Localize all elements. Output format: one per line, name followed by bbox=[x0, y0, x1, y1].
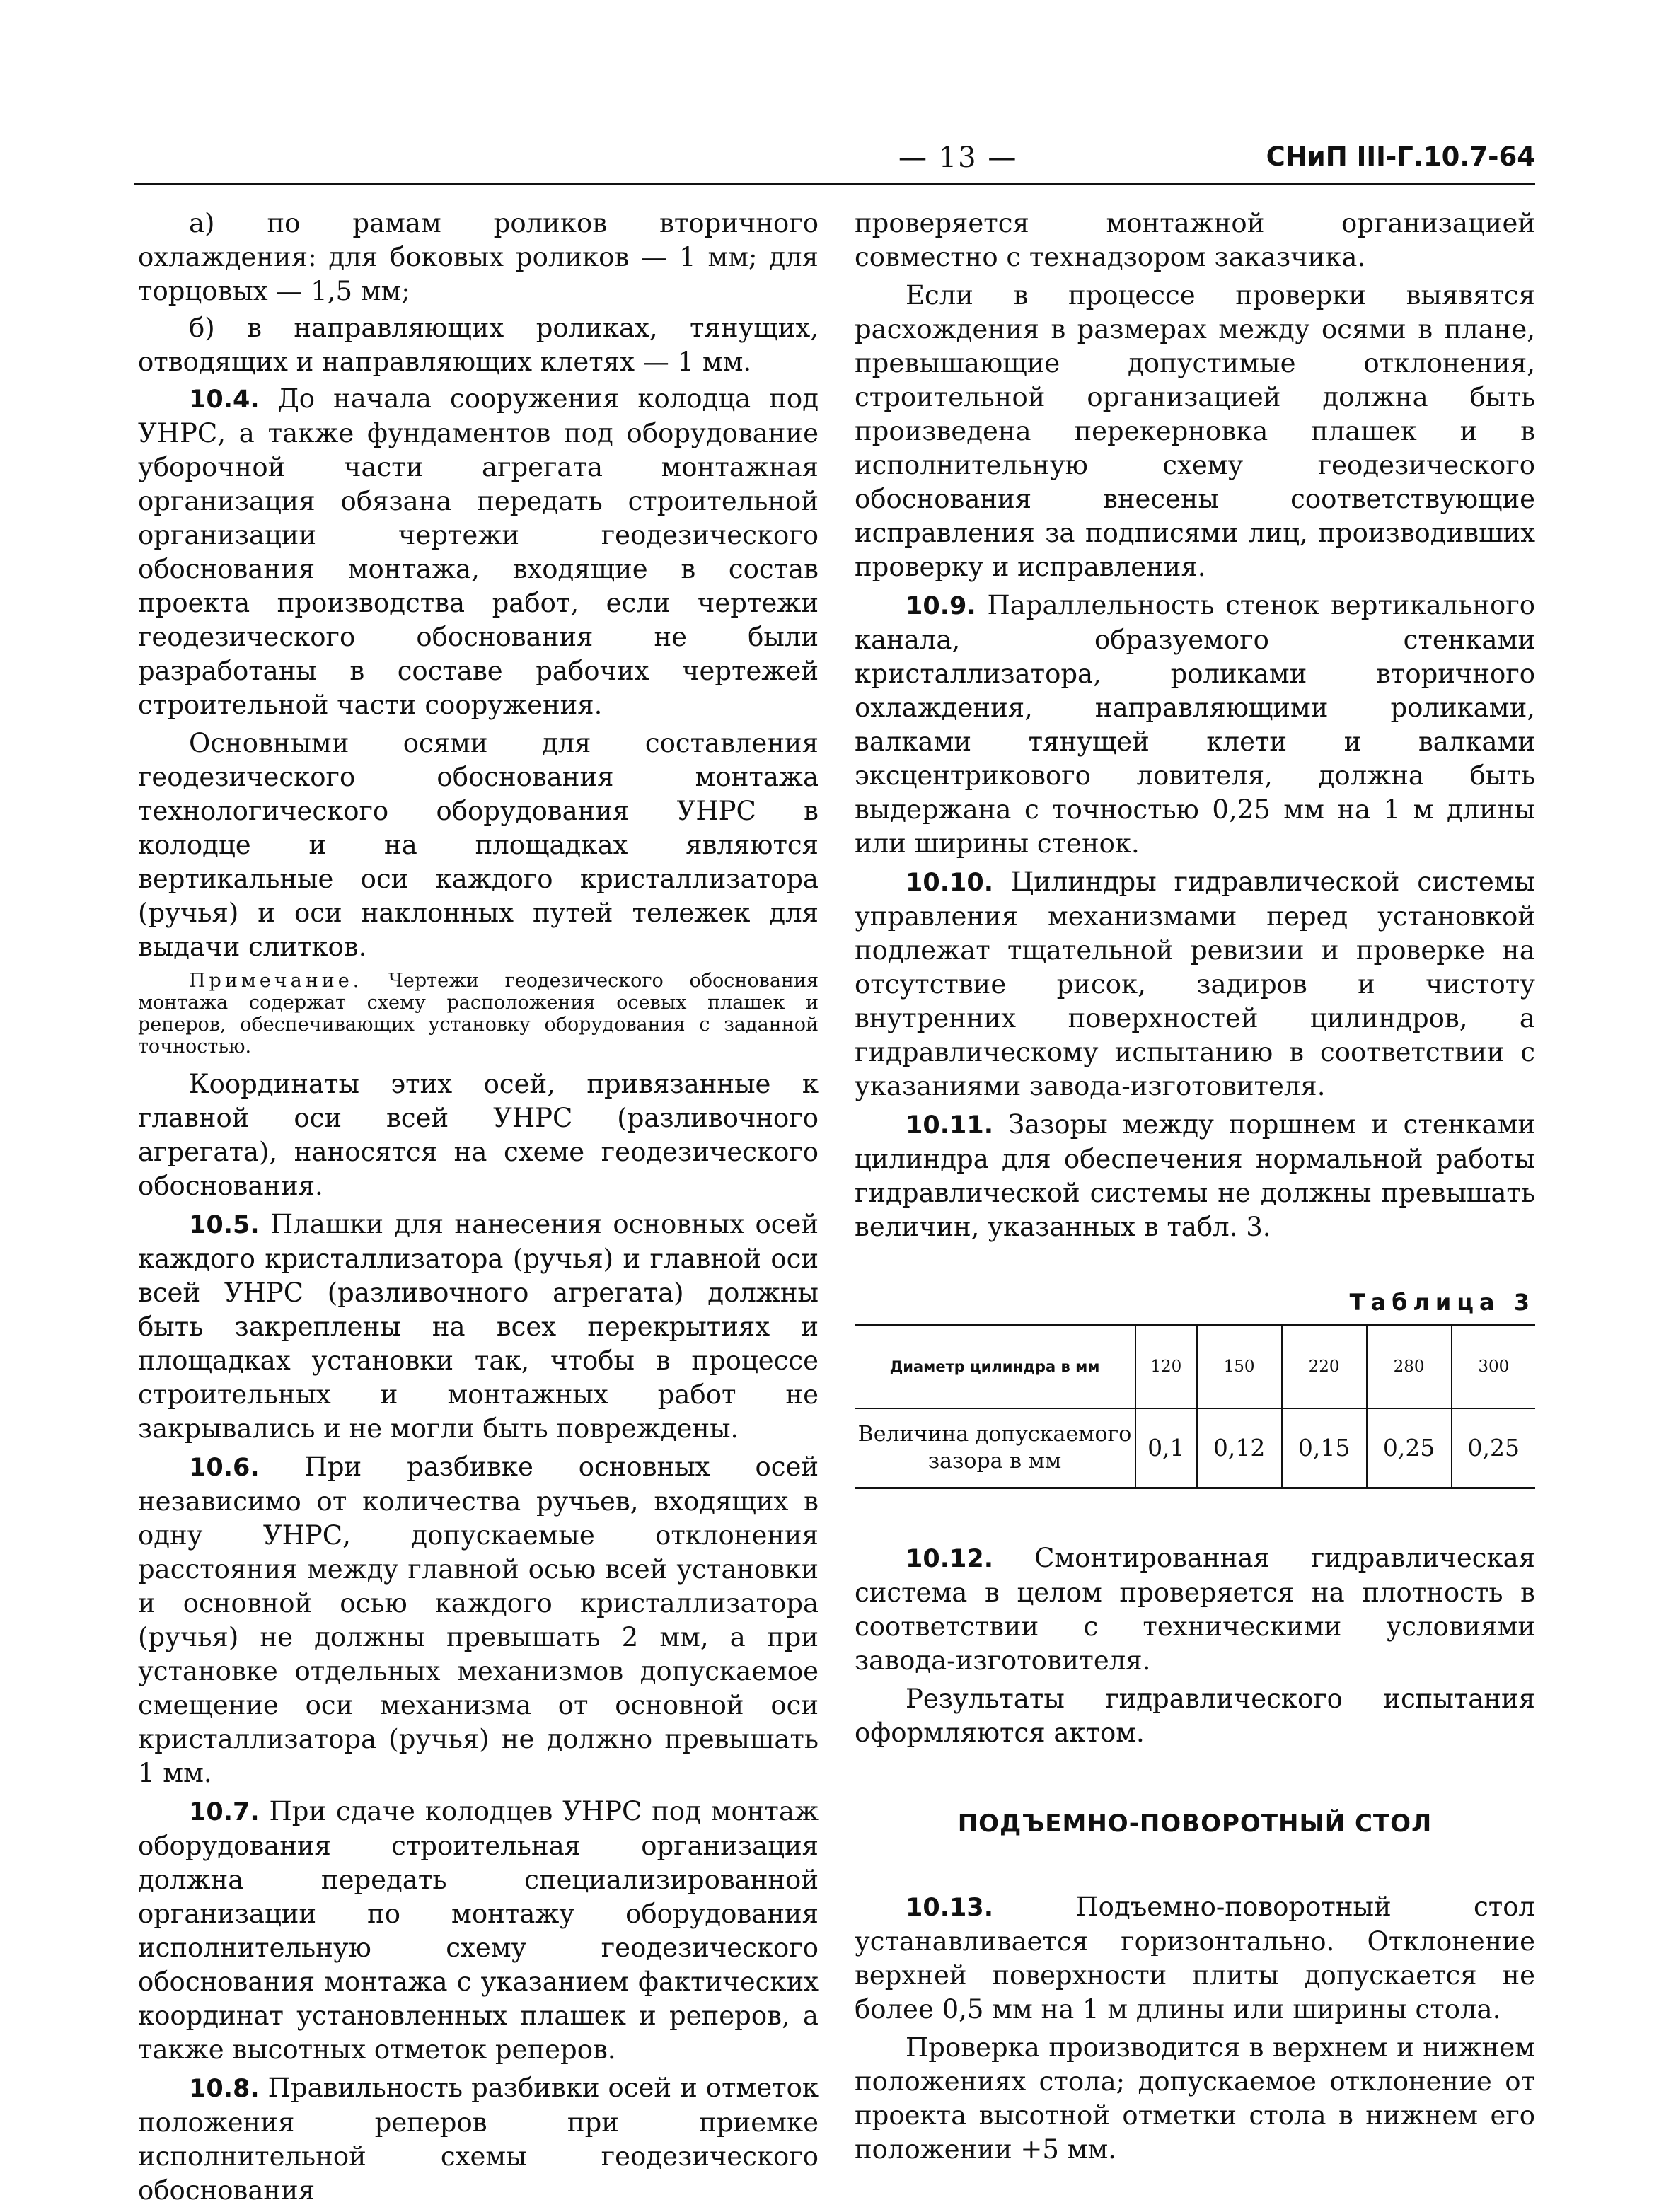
clause-10-8 bbox=[138, 2071, 819, 2208]
table-cell: 0,12 bbox=[1197, 1408, 1282, 1488]
left-column bbox=[138, 207, 819, 2212]
table-cell: 0,25 bbox=[1452, 1408, 1535, 1488]
clause-number: 10.7. bbox=[189, 1798, 260, 1826]
clause-10-9 bbox=[855, 589, 1535, 861]
clause-number: 10.5. bbox=[189, 1211, 260, 1239]
clause-text: Правильность разбивки осей и отметок положения реперов при приемке исполнительной схемы геодезического обоснования bbox=[138, 2073, 819, 2206]
note bbox=[138, 970, 819, 1058]
clause-10-4 bbox=[138, 382, 819, 722]
clause-10-10 bbox=[855, 865, 1535, 1104]
table-cell: 280 bbox=[1367, 1325, 1452, 1409]
list-item-a: а) по рамам роликов вторичного охлаждения: для боковых роликов — 1 мм; для торцовых — 1,5 мм; bbox=[138, 208, 819, 306]
table-cell: 150 bbox=[1197, 1325, 1282, 1409]
list-item-b: б) в направляющих роликах, тянущих, отводящих и направляющих клетях — 1 мм. bbox=[138, 313, 819, 377]
table-row-label: Диаметр цилиндра в мм bbox=[855, 1325, 1135, 1409]
clause-text: До начала сооружения колодца под УНРС, а также фундаментов под оборудование уборочной части агрегата монтажная организация обязана передать строительной организации чертежи геодезического обоснования монтажа, входящие в состав проекта производства работ, если чертежи геодезического обоснования не были разработаны в составе рабочих чертежей строительной части сооружения. bbox=[138, 383, 819, 720]
right-column bbox=[855, 207, 1535, 2171]
header-rule bbox=[134, 183, 1535, 185]
clause-10-5 bbox=[138, 1208, 819, 1446]
paragraph-check: Проверка производится в верхнем и нижнем положениях стола; допускаемое отклонение от проекта высотной отметки стола в нижнем его положении +5 мм. bbox=[855, 2032, 1535, 2165]
clause-text: Зазоры между поршнем и стенками цилиндра для обеспечения нормальной работы гидравлической системы не должны превышать величин, указанных в табл. 3. bbox=[855, 1109, 1536, 1242]
table-row bbox=[855, 1325, 1535, 1409]
clause-text: При разбивке основных осей независимо от количества ручьев, входящих в одну УНРС, допускаемые отклонения расстояния между главной осью всей установки и основной осью каждого кристаллизатора (ручья) не должны превышать 2 мм, а при установке отдельных механизмов допускаемое смещение оси механизма от основной оси кристаллизатора (ручья) не должно превышать 1 мм. bbox=[138, 1452, 819, 1788]
table-cell: 120 bbox=[1135, 1325, 1197, 1409]
table-row-label: Величина допускаемого зазора в мм bbox=[855, 1408, 1135, 1488]
note-text: Чертежи геодезического обоснования монтажа содержат схему расположения осевых плашек и реперов, обеспечивающих установку оборудования с заданной точностью. bbox=[138, 970, 819, 1058]
clause-number: 10.8. bbox=[189, 2075, 260, 2103]
clause-text: Цилиндры гидравлической системы управления механизмами перед установкой подлежат тщательной ревизии и проверке на отсутствие рисок, задиров и чистоту внутренних поверхностей цилиндров, а гидравлическому испытанию в соответствии с указаниями завода-изготовителя. bbox=[855, 867, 1535, 1101]
page-header bbox=[134, 141, 1535, 184]
table-cell: 300 bbox=[1452, 1325, 1535, 1409]
paragraph-coordinates: Координаты этих осей, привязанные к главной оси всей УНРС (разливочного агрегата), наносятся на схеме геодезического обоснования. bbox=[138, 1069, 819, 1201]
clause-number: 10.10. bbox=[906, 869, 994, 897]
clause-number: 10.12. bbox=[906, 1545, 994, 1573]
clause-10-11 bbox=[855, 1108, 1535, 1244]
clause-number: 10.11. bbox=[906, 1111, 994, 1140]
paragraph-results: Результаты гидравлического испытания оформляются актом. bbox=[855, 1684, 1535, 1748]
note-label: Примечание. bbox=[189, 970, 363, 992]
clause-10-7 bbox=[138, 1795, 819, 2067]
page-number: — 13 — bbox=[898, 141, 1018, 174]
table-row bbox=[855, 1408, 1535, 1488]
clause-10-13 bbox=[855, 1890, 1535, 2027]
clearance-table bbox=[855, 1324, 1535, 1489]
clause-text: При сдаче колодцев УНРС под монтаж оборудования строительная организация должна передать специализированной организации по монтажу оборудования исполнительную схему геодезического обоснования монтажа с указанием фактических координат установленных плашек и реперов, а также высотных отметок реперов. bbox=[138, 1796, 819, 2065]
paragraph-continued: проверяется монтажной организацией совместно с технадзором заказчика. bbox=[855, 208, 1535, 272]
table-cell: 0,1 bbox=[1135, 1408, 1197, 1488]
clause-number: 10.6. bbox=[189, 1454, 260, 1482]
section-title: ПОДЪЕМНО-ПОВОРОТНЫЙ СТОЛ bbox=[957, 1809, 1433, 1838]
paragraph-axes: Основными осями для составления геодезического обоснования монтажа технологического оборудования УНРС в колодце и на площадках являются вертикальные оси каждого кристаллизатора (ручья) и оси наклонных путей тележек для выдачи слитков. bbox=[138, 728, 819, 962]
clause-text: Подъемно-поворотный стол устанавливается горизонтально. Отклонение верхней поверхности плиты допускается не более 0,5 мм на 1 м длины или ширины стола. bbox=[855, 1892, 1535, 2025]
clause-10-6 bbox=[138, 1450, 819, 1790]
clause-number: 10.13. bbox=[906, 1894, 994, 1922]
clause-text: Параллельность стенок вертикального канала, образуемого стенками кристаллизатора, роликами вторичного охлаждения, направляющими роликами, валками тянущей клети и валками эксцентрикового ловителя, должна быть выдержана с точностью 0,25 мм на 1 м длины или ширины стенок. bbox=[855, 590, 1535, 859]
table-cell: 0,15 bbox=[1282, 1408, 1367, 1488]
table-caption: Таблица 3 bbox=[1349, 1289, 1535, 1316]
paragraph-discrepancies: Если в процессе проверки выявятся расхождения в размерах между осями в плане, превышающие допустимые отклонения, строительной организацией должна быть произведена перекерновка плашек и в исполнительную схему геодезического обоснования внесены соответствующие исправления за подписями лиц, производивших проверку и исправления. bbox=[855, 280, 1535, 582]
clause-10-12 bbox=[855, 1541, 1535, 1678]
table-cell: 0,25 bbox=[1367, 1408, 1452, 1488]
clause-text: Смонтированная гидравлическая система в целом проверяется на плотность в соответствии с техническими условиями завода-изготовителя. bbox=[855, 1543, 1535, 1676]
document-code: СНиП III-Г.10.7-64 bbox=[1266, 141, 1535, 172]
clause-text: Плашки для нанесения основных осей каждого кристаллизатора (ручья) и главной оси всей УНРС (разливочного агрегата) должны быть закреплены на всех перекрытиях и площадках установки так, чтобы в процессе строительных и монтажных работ не закрывались и не могли быть повреждены. bbox=[138, 1209, 819, 1444]
clause-number: 10.4. bbox=[189, 386, 260, 414]
clause-number: 10.9. bbox=[906, 592, 976, 620]
table-cell: 220 bbox=[1282, 1325, 1367, 1409]
